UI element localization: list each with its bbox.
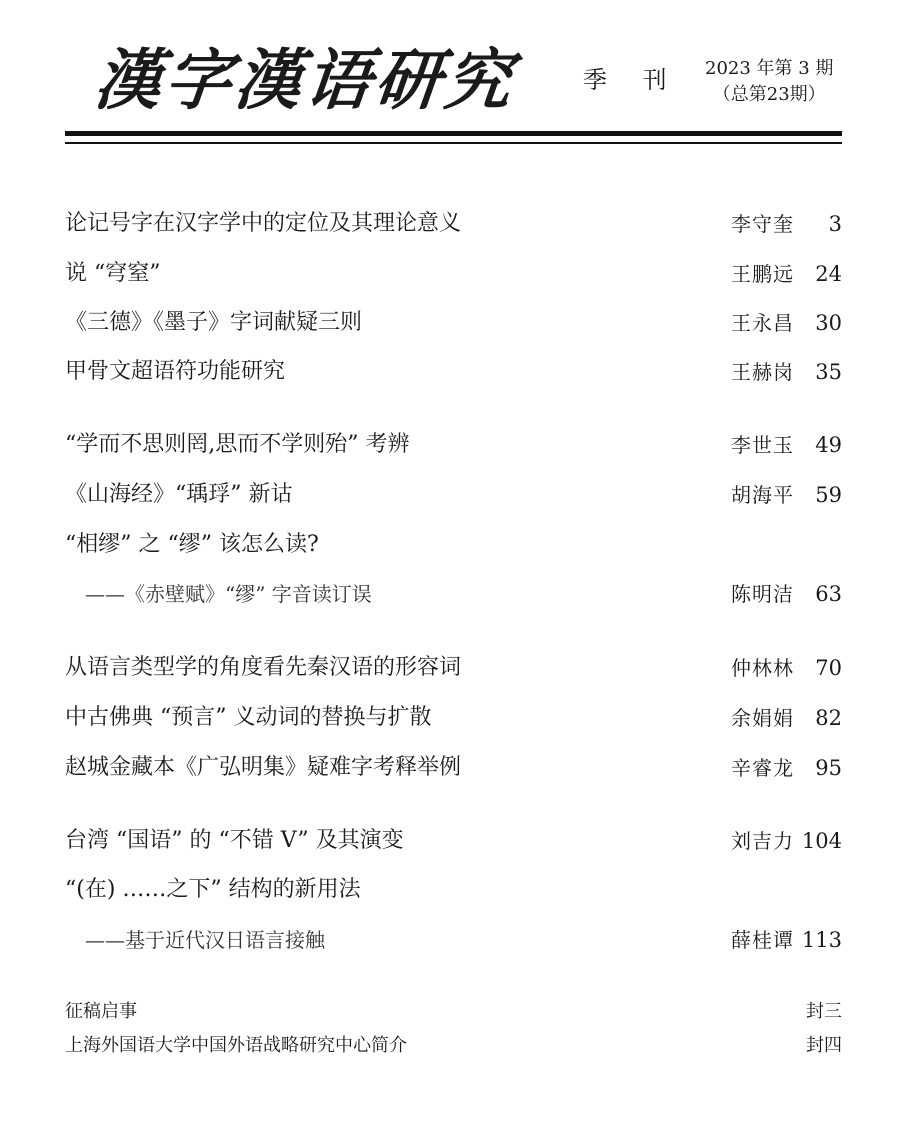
toc-entry[interactable] <box>65 257 842 291</box>
toc-title: 《山海经》“瑀琈” 新诂 <box>65 482 293 507</box>
toc-page-number: 70 <box>815 656 842 680</box>
toc-page-number: 113 <box>801 928 842 952</box>
toc-entry[interactable] <box>65 207 842 241</box>
header-rule-thick <box>65 131 842 136</box>
toc-title: 甲骨文超语符功能研究 <box>65 359 286 384</box>
toc-title: “学而不思则罔,思而不学则殆” 考辨 <box>65 432 410 457</box>
toc-author: 王赫岗 <box>731 360 794 384</box>
toc-page-number: 35 <box>815 360 842 384</box>
toc-page-number: 63 <box>815 582 842 606</box>
toc-page-number: 104 <box>801 829 842 853</box>
toc-entry[interactable] <box>65 651 842 685</box>
toc-title: 论记号字在汉字学中的定位及其理论意义 <box>65 211 462 236</box>
toc-page-number: 24 <box>815 262 842 286</box>
issue-total: （总第23期） <box>712 84 826 105</box>
toc-author: 胡海平 <box>731 483 794 507</box>
toc-author: 辛睿龙 <box>731 756 794 780</box>
toc-author: 王永昌 <box>731 311 794 335</box>
toc-page-number: 3 <box>828 212 842 236</box>
toc-page-number: 30 <box>815 311 842 335</box>
toc-author: 王鹏远 <box>731 262 794 286</box>
toc-title: “(在) ……之下” 结构的新用法 <box>65 877 361 902</box>
toc-page-number: 59 <box>815 483 842 507</box>
toc-entry[interactable] <box>65 824 842 858</box>
toc-title: 从语言类型学的角度看先秦汉语的形容词 <box>65 655 462 680</box>
toc-entry[interactable] <box>65 428 842 462</box>
misc-title: 上海外国语大学中国外语战略研究中心简介 <box>65 1035 407 1056</box>
toc-entry[interactable] <box>65 306 842 340</box>
misc-title: 征稿启事 <box>65 1001 137 1022</box>
toc-entry[interactable] <box>65 528 842 562</box>
toc-page-number: 95 <box>815 756 842 780</box>
toc-author: 李守奎 <box>731 212 794 236</box>
toc-entry[interactable] <box>65 873 842 907</box>
toc-title: 赵城金藏本《广弘明集》疑难字考释举例 <box>65 755 462 780</box>
toc-entry[interactable] <box>65 923 842 957</box>
toc-entry[interactable] <box>65 751 842 785</box>
toc-subtitle: ——《赤壁赋》“缪” 字音读订误 <box>85 582 372 606</box>
toc-page-number: 82 <box>815 706 842 730</box>
toc-title: 说 “穹窒” <box>65 261 161 286</box>
toc-author: 李世玉 <box>731 433 794 457</box>
toc-entry[interactable] <box>65 478 842 512</box>
toc-entry[interactable] <box>65 355 842 389</box>
toc-page-number: 49 <box>815 433 842 457</box>
toc-title: “相缪” 之 “缪” 该怎么读? <box>65 532 319 557</box>
journal-frequency: 季 刊 <box>583 66 681 94</box>
toc-author: 余娟娟 <box>731 706 794 730</box>
toc-title: 台湾 “国语” 的 “不错 V” 及其演变 <box>65 828 404 853</box>
journal-title: 漢字漢语研究 <box>90 41 520 119</box>
toc-title: 《三德》《墨子》字词献疑三则 <box>65 310 363 335</box>
toc-title: 中古佛典 “预言” 义动词的替换与扩散 <box>65 705 432 730</box>
header-rule-thin <box>65 142 842 144</box>
toc-entry[interactable] <box>65 701 842 735</box>
toc-author: 仲林林 <box>731 656 794 680</box>
toc-entry[interactable] <box>65 577 842 611</box>
toc-author: 薛桂谭 <box>731 928 794 952</box>
toc-author: 陈明洁 <box>731 582 794 606</box>
misc-entry[interactable] <box>65 998 842 1026</box>
toc-subtitle: ——基于近代汉日语言接触 <box>85 928 325 952</box>
misc-page: 封四 <box>806 1035 842 1056</box>
misc-entry[interactable] <box>65 1032 842 1060</box>
issue-info <box>705 56 833 108</box>
toc-author: 刘吉力 <box>731 829 794 853</box>
issue-number: 2023 年第 3 期 <box>705 58 834 79</box>
misc-page: 封三 <box>806 1001 842 1022</box>
